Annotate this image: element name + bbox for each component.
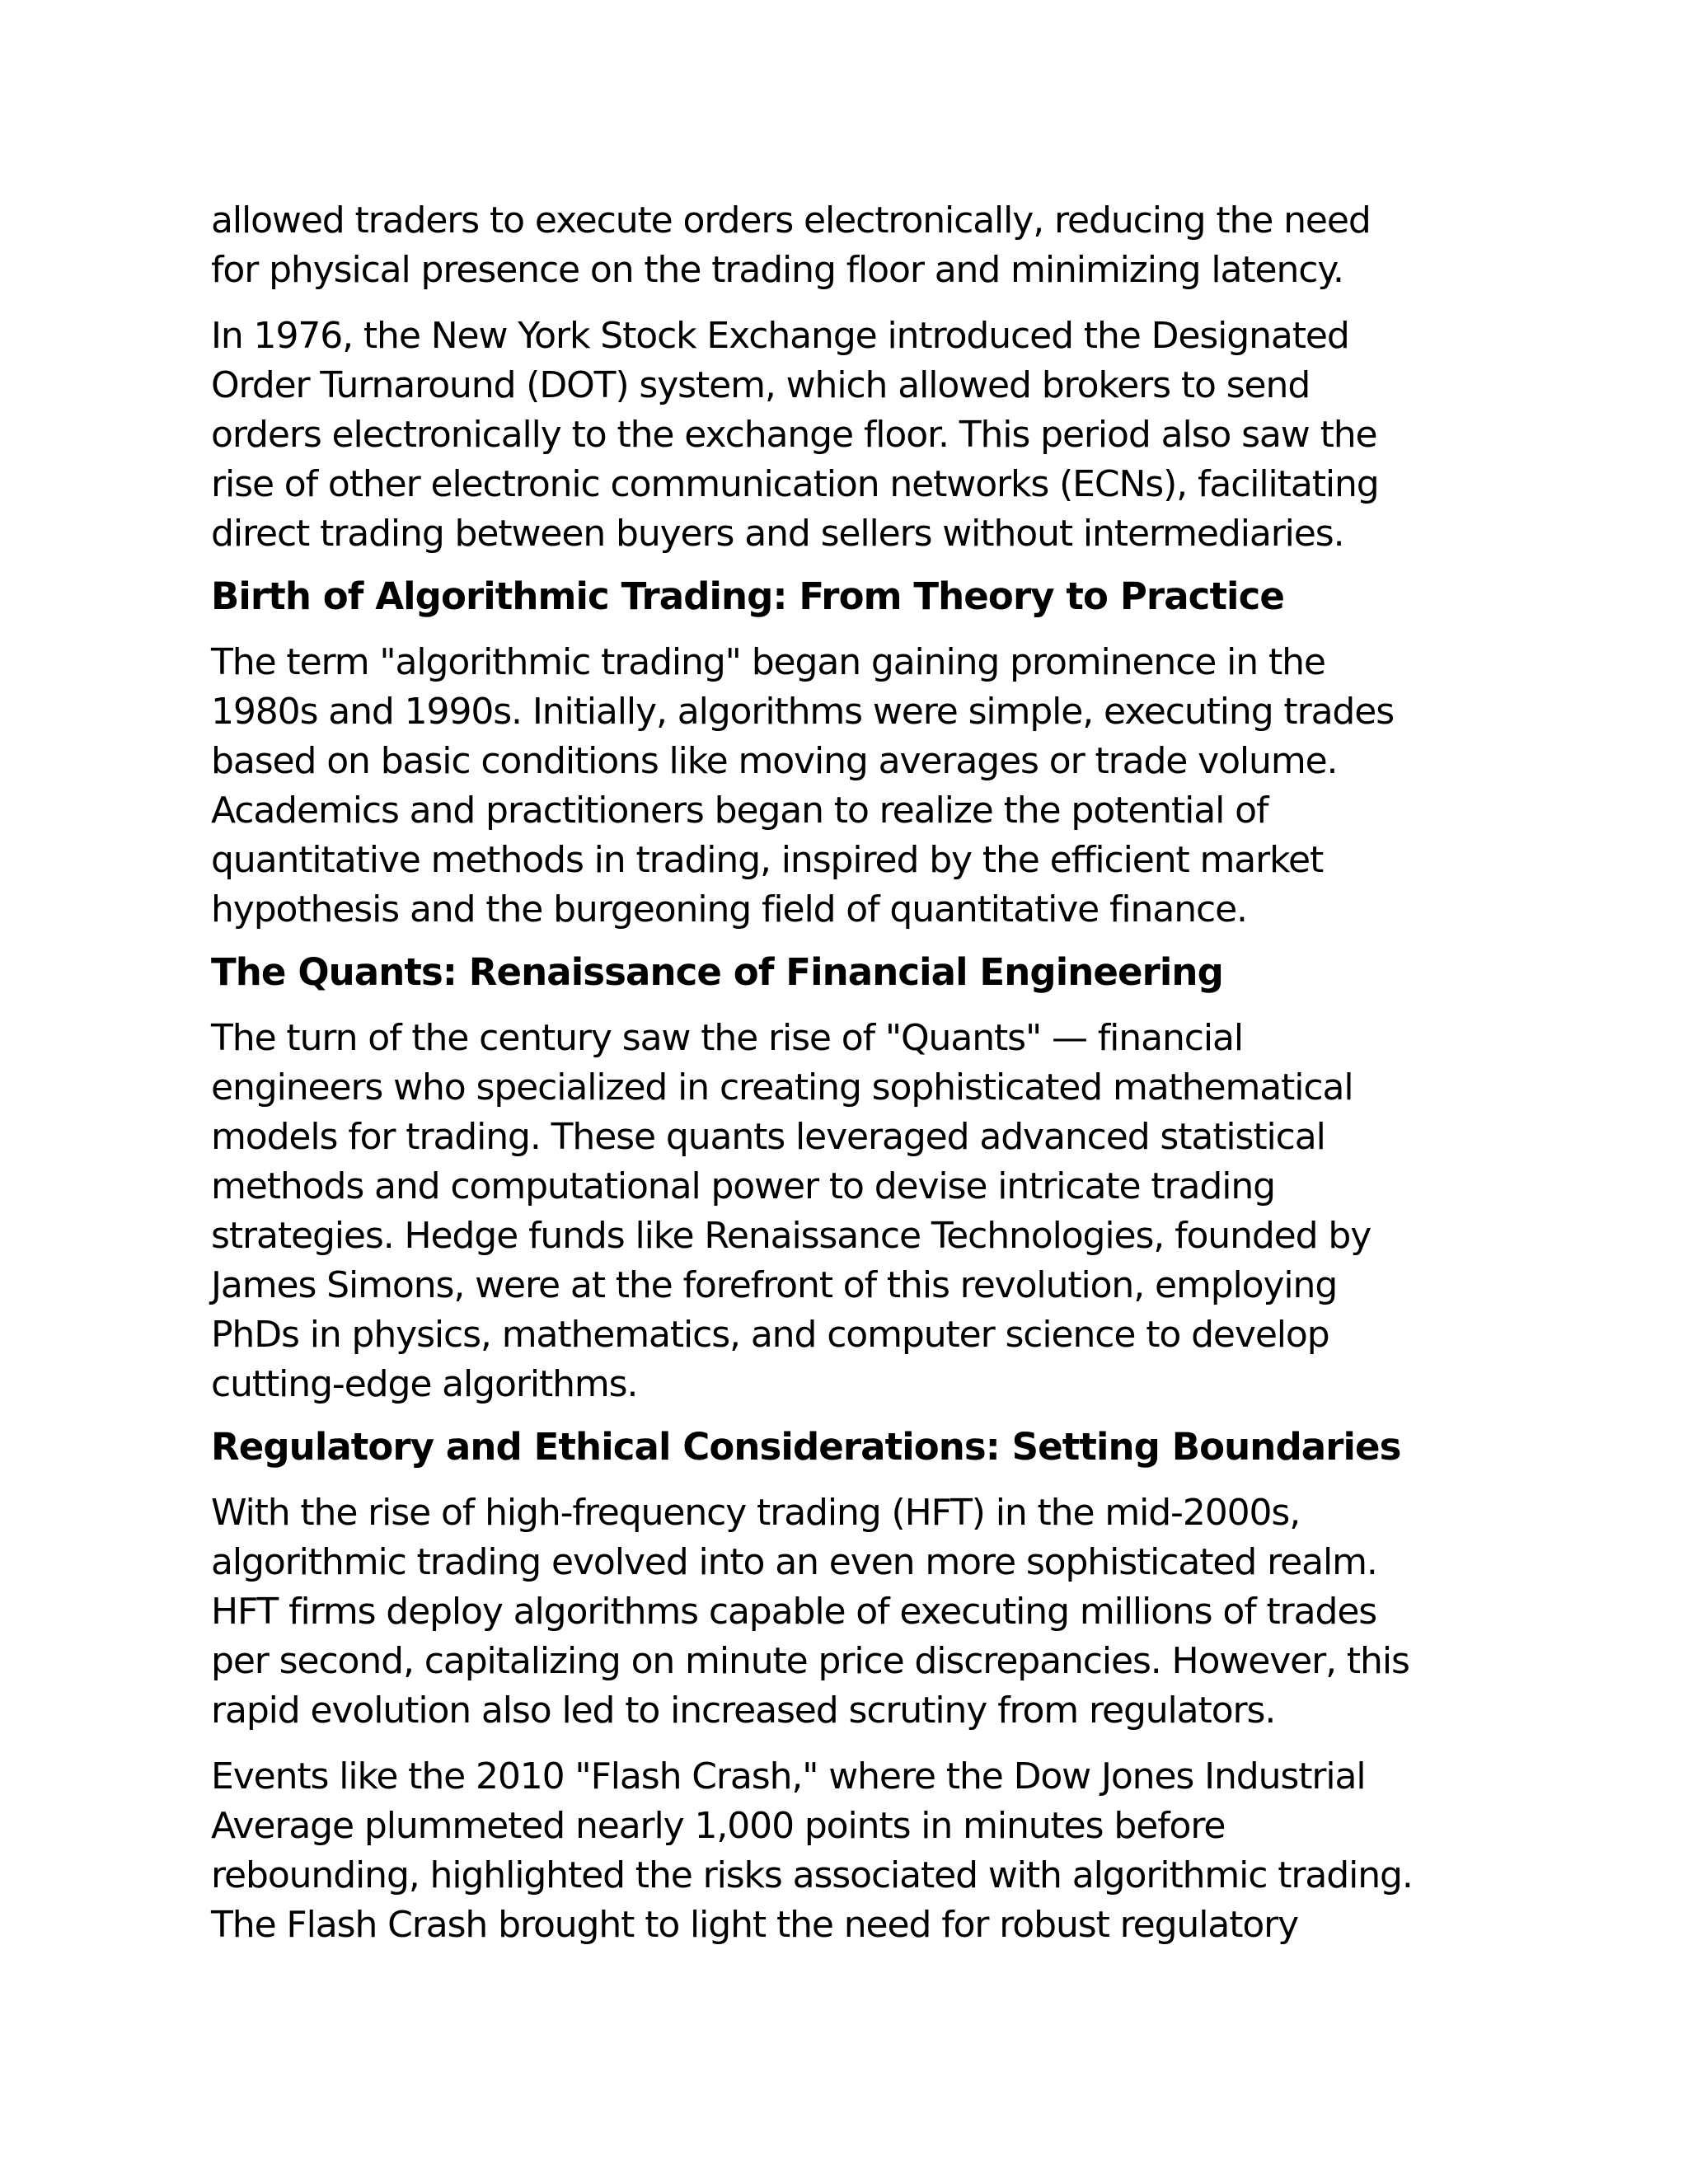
- section-heading: [211, 572, 1497, 621]
- body-paragraph: [211, 638, 1497, 935]
- text-line: Academics and practitioners began to realize the potential of: [211, 790, 1268, 832]
- text-line: engineers who specialized in creating sophisticated mathematical: [211, 1066, 1353, 1108]
- text-line: hypothesis and the burgeoning field of quantitative finance.: [211, 888, 1247, 930]
- text-line: The term "algorithmic trading" began gaining prominence in the: [211, 641, 1325, 683]
- text-line: algorithmic trading evolved into an even more sophisticated realm.: [211, 1541, 1377, 1583]
- text-line: allowed traders to execute orders electronically, reducing the need: [211, 199, 1371, 241]
- text-line: 1980s and 1990s. Initially, algorithms were simple, executing trades: [211, 691, 1395, 733]
- text-line: The turn of the century saw the rise of "Quants" — financial: [211, 1017, 1243, 1059]
- text-line: methods and computational power to devise intricate trading: [211, 1165, 1275, 1207]
- text-line: strategies. Hedge funds like Renaissance Technologies, founded by: [211, 1215, 1372, 1257]
- section-heading: [211, 948, 1497, 997]
- text-line: per second, capitalizing on minute price discrepancies. However, this: [211, 1640, 1409, 1682]
- body-paragraph: [211, 1752, 1497, 1950]
- text-line: orders electronically to the exchange floor. This period also saw the: [211, 414, 1377, 456]
- document-page: [211, 196, 1497, 1950]
- text-line: In 1976, the New York Stock Exchange introduced the Designated: [211, 315, 1349, 357]
- text-line: rebounding, highlighted the risks associated with algorithmic trading.: [211, 1854, 1413, 1896]
- text-line: Regulatory and Ethical Considerations: Setting Boundaries: [211, 1425, 1401, 1469]
- text-line: Birth of Algorithmic Trading: From Theory to Practice: [211, 574, 1284, 618]
- text-line: Average plummeted nearly 1,000 points in minutes before: [211, 1805, 1226, 1847]
- body-paragraph: [211, 312, 1497, 559]
- text-line: With the rise of high-frequency trading (HFT) in the mid-2000s,: [211, 1492, 1301, 1534]
- text-line: based on basic conditions like moving averages or trade volume.: [211, 740, 1338, 782]
- body-paragraph: [211, 1488, 1497, 1736]
- text-line: models for trading. These quants leveraged advanced statistical: [211, 1116, 1325, 1158]
- text-line: Events like the 2010 "Flash Crash," where the Dow Jones Industrial: [211, 1755, 1366, 1797]
- text-line: Order Turnaround (DOT) system, which allowed brokers to send: [211, 364, 1311, 406]
- text-line: rapid evolution also led to increased scrutiny from regulators.: [211, 1690, 1276, 1732]
- text-line: PhDs in physics, mathematics, and computer science to develop: [211, 1314, 1329, 1356]
- body-paragraph: [211, 196, 1497, 295]
- text-line: The Flash Crash brought to light the need for robust regulatory: [211, 1904, 1299, 1946]
- text-line: HFT firms deploy algorithms capable of executing millions of trades: [211, 1591, 1377, 1633]
- text-line: quantitative methods in trading, inspired by the efficient market: [211, 839, 1324, 881]
- text-line: The Quants: Renaissance of Financial Engineering: [211, 950, 1223, 994]
- text-line: for physical presence on the trading floor and minimizing latency.: [211, 249, 1343, 291]
- text-line: direct trading between buyers and sellers without intermediaries.: [211, 513, 1344, 555]
- body-paragraph: [211, 1014, 1497, 1409]
- text-line: James Simons, were at the forefront of this revolution, employing: [211, 1264, 1338, 1306]
- text-line: rise of other electronic communication networks (ECNs), facilitating: [211, 463, 1379, 505]
- section-heading: [211, 1422, 1497, 1472]
- text-line: cutting-edge algorithms.: [211, 1363, 638, 1405]
